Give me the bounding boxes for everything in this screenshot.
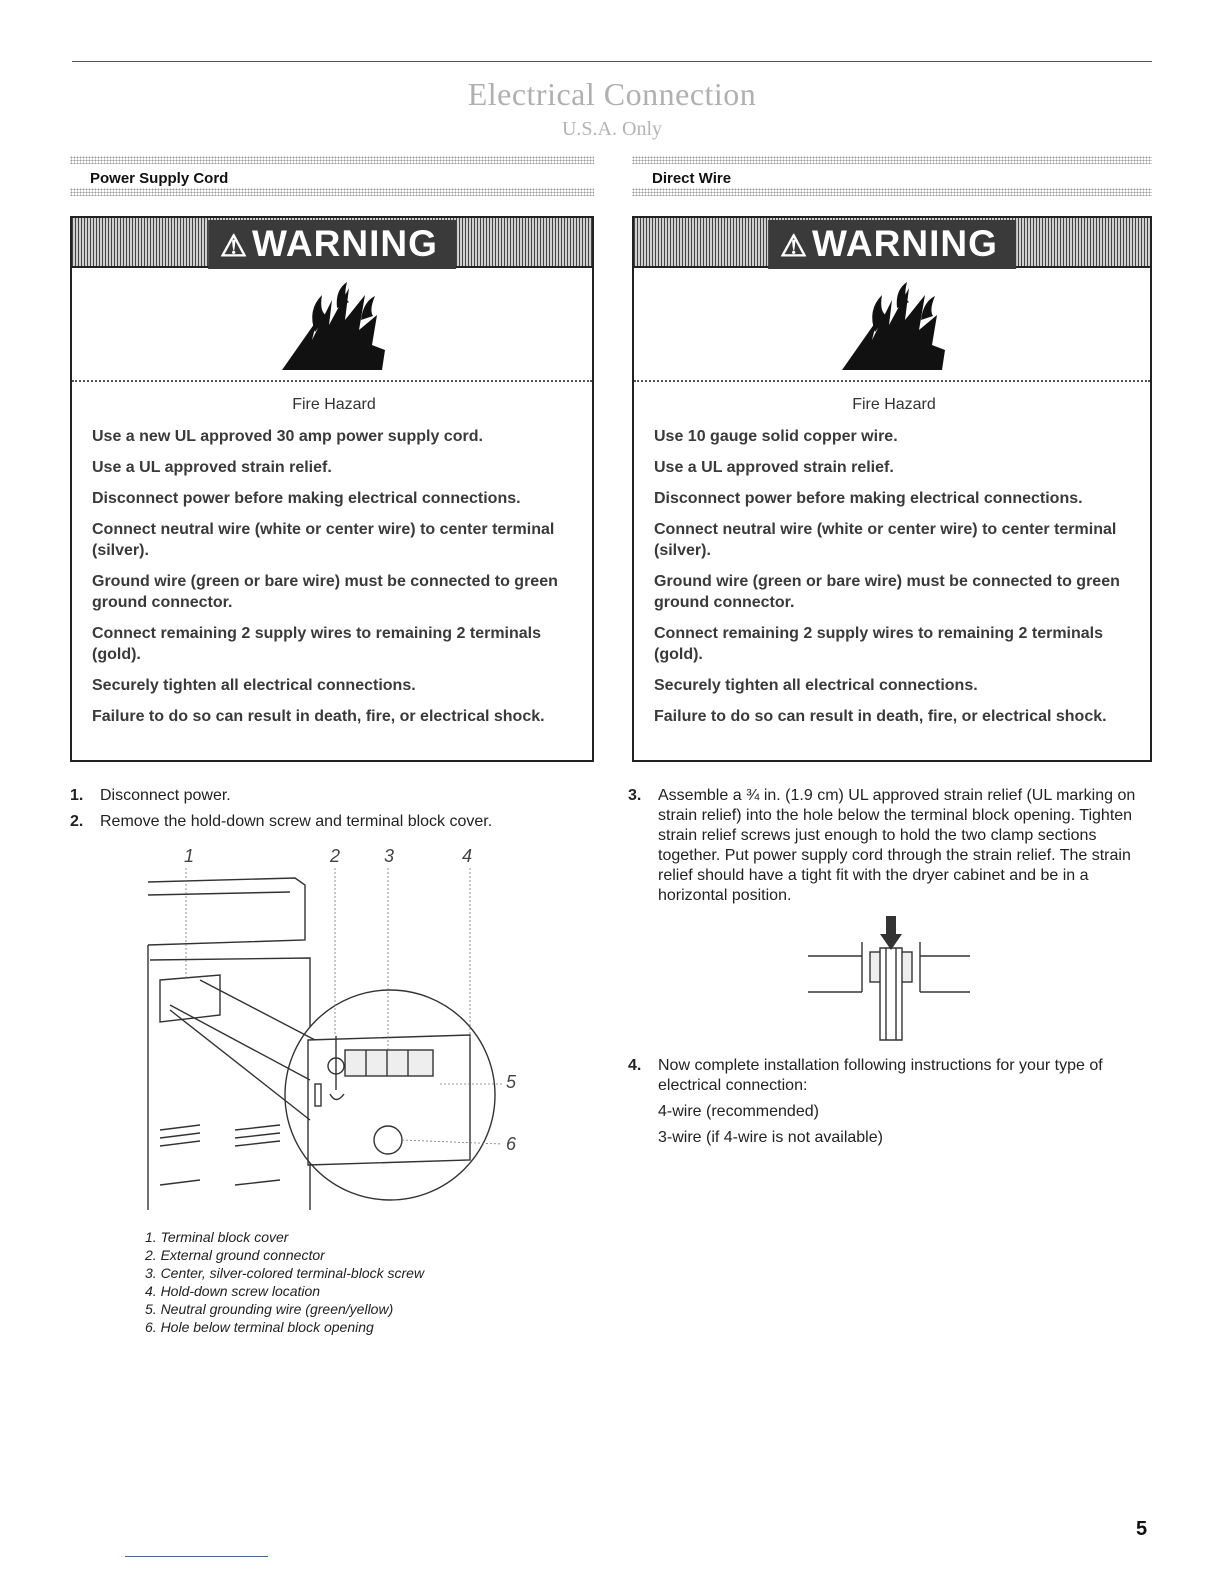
- step-number: 4.: [628, 1057, 642, 1074]
- callout-5: 5: [506, 1072, 517, 1092]
- warning-line: Use a UL approved strain relief.: [654, 459, 894, 476]
- warning-box-power-cord: [70, 216, 594, 762]
- hazard-label: Fire Hazard: [852, 396, 936, 413]
- legend-item: 6. Hole below terminal block opening: [145, 1319, 374, 1335]
- warning-triangle-icon: ⚠: [780, 230, 809, 263]
- warning-line: Connect neutral wire (white or center wire) to center terminal (silver).: [654, 521, 1117, 559]
- hazard-label: Fire Hazard: [292, 396, 376, 413]
- legend-item: 2. External ground connector: [145, 1247, 325, 1263]
- fire-hazard-icon: [72, 268, 592, 382]
- page-number: 5: [1136, 1518, 1148, 1540]
- power-supply-cord-header: [70, 156, 594, 196]
- step-number: 2.: [70, 813, 84, 830]
- diagram-legend: [145, 1228, 424, 1336]
- legend-item: 5. Neutral grounding wire (green/yellow): [145, 1301, 394, 1317]
- top-rule: [72, 61, 1152, 62]
- warning-triangle-icon: ⚠: [220, 230, 249, 263]
- warning-title: WARNING: [812, 223, 998, 264]
- warning-line: Connect neutral wire (white or center wire) to center terminal (silver).: [92, 521, 555, 559]
- warning-line: Use a UL approved strain relief.: [92, 459, 332, 476]
- warning-line: Connect remaining 2 supply wires to remaining 2 terminals (gold).: [92, 625, 541, 663]
- step-item: [628, 786, 1152, 906]
- step-text: Disconnect power.: [100, 787, 231, 804]
- legend-item: 1. Terminal block cover: [145, 1229, 289, 1245]
- warning-line: Securely tighten all electrical connections.: [92, 677, 416, 694]
- footer-line: [125, 1556, 268, 1557]
- warning-line: Ground wire (green or bare wire) must be connected to green ground connector.: [92, 573, 558, 611]
- warning-banner: [72, 218, 592, 268]
- section-heading: Direct Wire: [652, 170, 732, 187]
- option-4-wire: 4-wire (recommended): [658, 1103, 819, 1120]
- direct-wire-header: [632, 156, 1152, 196]
- warning-line: Ground wire (green or bare wire) must be connected to green ground connector.: [654, 573, 1120, 611]
- warning-line: Use a new UL approved 30 amp power supply cord.: [92, 428, 483, 445]
- warning-line: Connect remaining 2 supply wires to remaining 2 terminals (gold).: [654, 625, 1103, 663]
- warning-line: Disconnect power before making electrical connections.: [654, 490, 1083, 507]
- warning-line: Failure to do so can result in death, fire, or electrical shock.: [654, 708, 1107, 725]
- page-title: Electrical Connection: [467, 76, 757, 112]
- callout-1: 1: [184, 846, 195, 866]
- terminal-block-diagram: [140, 840, 540, 1215]
- callout-3: 3: [384, 846, 395, 866]
- step-number: 3.: [628, 787, 642, 804]
- warning-line: Use 10 gauge solid copper wire.: [654, 428, 898, 445]
- warning-title: WARNING: [252, 223, 438, 264]
- strain-relief-diagram: [800, 912, 980, 1042]
- callout-6: 6: [506, 1134, 517, 1154]
- warning-banner: [634, 218, 1150, 268]
- callout-2: 2: [330, 846, 341, 866]
- fire-hazard-icon: [634, 268, 1150, 382]
- step-item: [70, 812, 590, 832]
- step-text: Now complete installation following instructions for your type of electrical connection:: [658, 1057, 1103, 1094]
- step-item: [628, 1056, 1152, 1096]
- warning-box-direct-wire: [632, 216, 1152, 762]
- callout-4: 4: [462, 846, 473, 866]
- step-number: 1.: [70, 787, 84, 804]
- step-text: Remove the hold-down screw and terminal block cover.: [100, 813, 493, 830]
- steps-left: [70, 786, 590, 838]
- step-item: [70, 786, 590, 806]
- legend-item: 4. Hold-down screw location: [145, 1283, 321, 1299]
- step-text: Assemble a ¾ in. (1.9 cm) UL approved strain relief (UL marking on strain relief) into the hole below the terminal block opening. Tighten strain relief screws just enough to hold the two clamp sections together. Put power supply cord through the strain relief. The strain relief should have a tight fit with the dryer cabinet and be in a horizontal position.: [658, 787, 1136, 904]
- warning-line: Disconnect power before making electrical connections.: [92, 490, 521, 507]
- legend-item: 3. Center, silver-colored terminal-block screw: [145, 1265, 425, 1281]
- steps-right-3: [628, 786, 1152, 912]
- warning-line: Failure to do so can result in death, fire, or electrical shock.: [92, 708, 545, 725]
- section-heading: Power Supply Cord: [90, 170, 229, 187]
- warning-line: Securely tighten all electrical connections.: [654, 677, 978, 694]
- option-3-wire: 3-wire (if 4-wire is not available): [658, 1129, 883, 1146]
- steps-right-4: [628, 1056, 1152, 1154]
- page-subtitle: U.S.A. Only: [561, 118, 662, 140]
